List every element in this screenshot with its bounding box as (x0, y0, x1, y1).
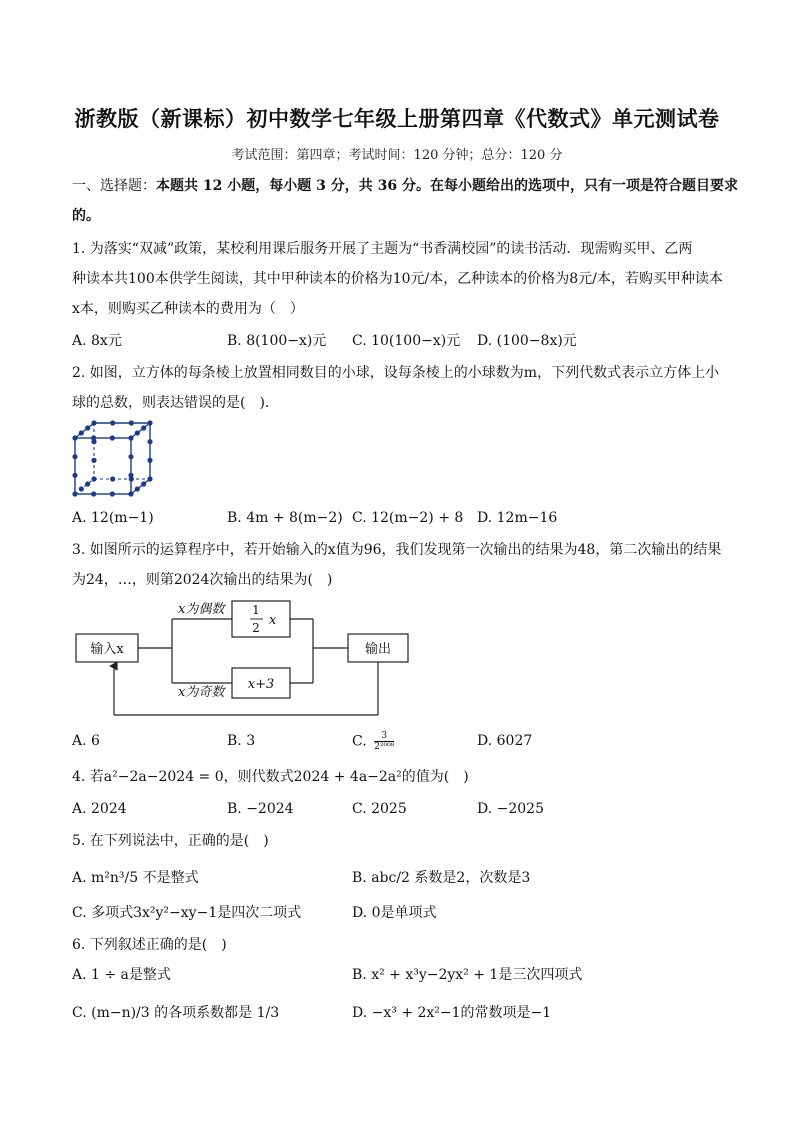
q6-option-b[interactable]: B. x² + x³y−2yx² + 1是三次四项式 (352, 967, 583, 983)
cube-ball (110, 476, 115, 481)
cube-ball (85, 481, 90, 486)
cube-ball (129, 420, 134, 425)
section-header-line-1 (72, 176, 738, 196)
q5-option-d[interactable]: D. 0是单项式 (352, 905, 437, 921)
cube-ball (129, 476, 134, 481)
q4-option-d[interactable]: D. −2025 (477, 801, 544, 817)
q5-option-b[interactable]: B. abc/2 系数是2，次数是3 (352, 870, 531, 886)
even-op-var: x (269, 613, 277, 628)
even-op-den: 2 (252, 621, 260, 635)
cube-ball (147, 458, 152, 463)
q3-option-c-den: 2²⁰⁰⁸ (374, 742, 395, 752)
cube-ball (128, 491, 133, 496)
odd-condition: x为奇数 (178, 685, 225, 700)
q3-option-c[interactable] (352, 731, 394, 752)
cube-ball (135, 486, 140, 491)
q6-option-a[interactable]: A. 1 ÷ a是整式 (72, 967, 171, 983)
section-desc: 本题共 12 小题，每小题 3 分，共 36 分。在每小题给出的选项中，只有一项是符合题目要求 (156, 178, 738, 194)
flowchart (70, 596, 420, 720)
cube-ball (110, 435, 115, 440)
section-header-line-2: 的。 (72, 208, 100, 224)
cube-figure (70, 418, 156, 502)
cube-ball (72, 454, 77, 459)
cube-ball (91, 458, 96, 463)
q2-line-1: 2. 如图，立方体的每条棱上放置相同数目的小球，设每条棱上的小球数为m，下列代数式表示立方体上小 (72, 365, 720, 381)
cube-ball (147, 439, 152, 444)
cube-ball (141, 481, 146, 486)
q2-line-2: 球的总数，则表达错误的是( )． (72, 395, 279, 411)
cube-ball (91, 420, 96, 425)
cube-ball (135, 430, 140, 435)
even-condition: x为偶数 (178, 602, 225, 617)
odd-op: x+3 (247, 677, 275, 692)
cube-ball (72, 435, 77, 440)
q1-option-b[interactable]: B. 8(100−x)元 (227, 333, 327, 349)
even-op-num: 1 (252, 603, 260, 617)
q2-option-b[interactable]: B. 4m + 8(m−2) (227, 510, 343, 526)
cube-ball (110, 420, 115, 425)
q5-option-a[interactable]: A. m²n³/5 不是整式 (72, 870, 199, 886)
q3-option-c-label: C. (352, 733, 367, 750)
q4-option-b[interactable]: B. −2024 (227, 801, 294, 817)
q6-option-d[interactable]: D. −x³ + 2x²−1的常数项是−1 (352, 1005, 552, 1021)
input-label: 输入x (90, 642, 124, 657)
cube-ball (128, 454, 133, 459)
q3-option-d[interactable]: D. 6027 (477, 733, 533, 749)
q3-line-1: 3. 如图所示的运算程序中，若开始输入的x值为96，我们发现第一次输出的结果为48，第二次输出的结果 (72, 542, 722, 558)
cube-ball (72, 473, 77, 478)
cube-ball (110, 491, 115, 496)
section-head: 一、选择题： (72, 178, 156, 194)
cube-ball (141, 425, 146, 430)
exam-info: 考试范围：第四章；考试时间：120 分钟；总分：120 分 (231, 148, 563, 163)
q5-option-c[interactable]: C. 多项式3x²y²−xy−1是四次二项式 (72, 905, 302, 921)
q2-option-a[interactable]: A. 12(m−1) (72, 510, 154, 526)
q4-option-a[interactable]: A. 2024 (72, 801, 127, 817)
cube-ball (147, 476, 152, 481)
q2-option-d[interactable]: D. 12m−16 (477, 510, 558, 526)
q3-option-c-num: 3 (374, 731, 394, 742)
q2-option-c[interactable]: C. 12(m−2) + 8 (352, 510, 464, 526)
q1-option-d[interactable]: D. (100−8x)元 (477, 333, 577, 349)
q3-line-2: 为24，…，则第2024次输出的结果为( ) (72, 572, 333, 588)
q4-line-1: 4. 若a²−2a−2024 = 0，则代数式2024 + 4a−2a²的值为( ) (72, 769, 469, 785)
cube-ball (128, 435, 133, 440)
q1-line-2: 种读本共100本供学生阅读，其中甲种读本的价格为10元/本，乙种读本的价格为8元/本，若购买甲种读本 (72, 271, 723, 287)
q3-option-c-fraction (374, 731, 394, 752)
cube-ball (85, 425, 90, 430)
cube-ball (79, 486, 84, 491)
q6-line-1: 6. 下列叙述正确的是( ) (72, 937, 227, 953)
q6-option-c[interactable]: C. (m−n)/3 的各项系数都是 1/3 (72, 1005, 280, 1021)
q1-option-a[interactable]: A. 8x元 (72, 333, 122, 349)
q1-line-3: x本，则购买乙种读本的费用为（ ） (72, 301, 304, 317)
cube-ball (91, 476, 96, 481)
cube-ball (91, 439, 96, 444)
output-label: 输出 (364, 642, 392, 657)
q5-line-1: 5. 在下列说法中，正确的是( ) (72, 833, 269, 849)
cube-ball (79, 430, 84, 435)
cube-ball (91, 491, 96, 496)
cube-ball (147, 420, 152, 425)
q3-option-a[interactable]: A. 6 (72, 733, 100, 749)
page-title: 浙教版（新课标）初中数学七年级上册第四章《代数式》单元测试卷 (74, 106, 720, 131)
q3-option-b[interactable]: B. 3 (227, 733, 256, 749)
q1-line-1: 1. 为落实“双减”政策，某校利用课后服务开展了主题为“书香满校园”的读书活动．现需购买甲、乙两 (72, 241, 693, 257)
cube-ball (72, 491, 77, 496)
q4-option-c[interactable]: C. 2025 (352, 801, 407, 817)
q1-option-c[interactable]: C. 10(100−x)元 (352, 333, 461, 349)
